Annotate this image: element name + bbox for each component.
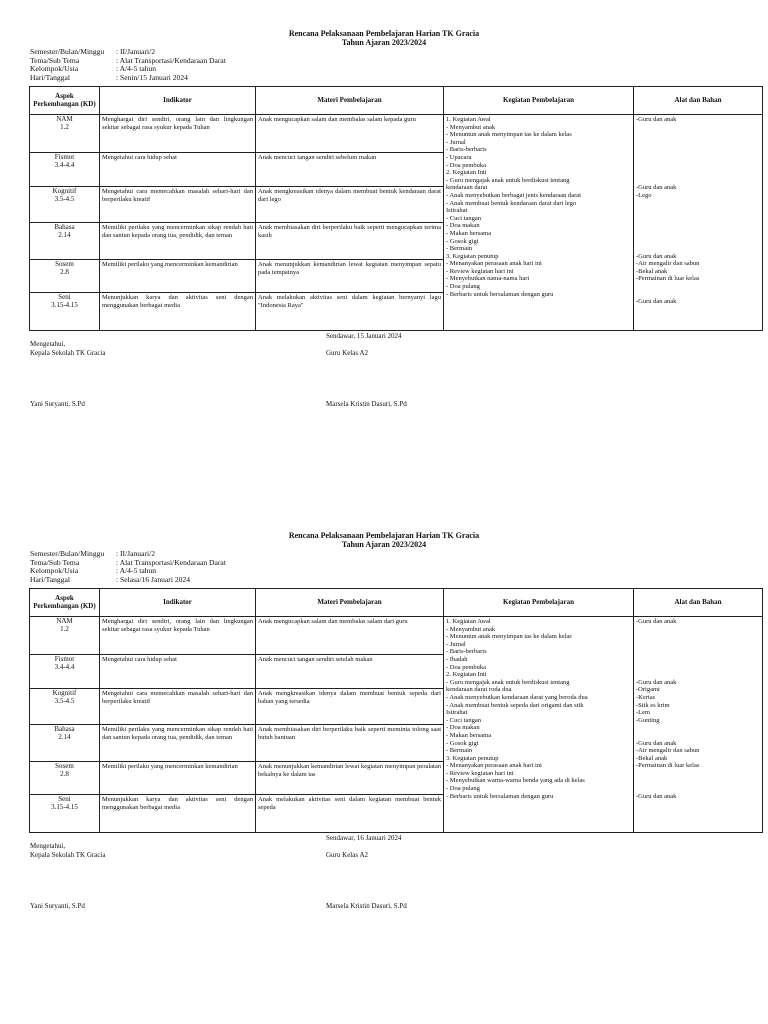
activity-item: - Menanyakan perasaan anak hari ini [446, 762, 542, 770]
aspect-name: Sosem [55, 762, 74, 770]
activity-item: - Menyebutkan warna-warna benda yang ada di kelas [446, 777, 585, 785]
kd-number: 2.14 [58, 732, 71, 741]
activity-item: - Menanyakan perasaan anak hari ini [446, 260, 542, 268]
tool-item [636, 169, 760, 177]
activity-item: - Jurnal [446, 640, 466, 648]
kd-number: 1.2 [60, 122, 69, 131]
tool-item [636, 162, 760, 170]
activity-item: - Gosok gigi [446, 237, 479, 245]
lesson-plan-table [29, 588, 763, 833]
teacher-title: Guru Kelas A2 [326, 851, 368, 859]
activities-cell [444, 115, 634, 331]
column-header: Alat dan Bahan [634, 87, 763, 115]
acknowledged-label: Mengetahui, [30, 340, 66, 348]
tool-item: -Guru dan anak [636, 116, 677, 123]
identity-label: Kelompok/Usia [30, 566, 79, 576]
activity-item: - Review kegiatan hari ini [446, 267, 514, 275]
kd-number: 2.8 [60, 769, 69, 778]
tool-item: -Stik es krim [636, 701, 670, 709]
column-header: Aspek Perkembangan (KD) [30, 589, 100, 617]
aspect-name: Sosem [55, 260, 74, 268]
tool-item: -Gunting [636, 716, 660, 724]
activity-item: - Doa pulang [446, 785, 480, 793]
activity-item: - Jurnal [446, 138, 466, 146]
material-cell: Anak mengkreasikan idenya dalam membuat bentuk sepeda dari bahan yang tersedia [256, 689, 444, 725]
identity-value: : Alat Transportasi/Kendaraan Darat [116, 557, 226, 567]
tool-item [636, 785, 760, 793]
indicator-cell: Mengetahui cara memecahkan masalah sehari-hari dan berperilaku kreatif [100, 689, 256, 725]
tool-item [636, 626, 760, 634]
tool-item: -Guru dan anak [636, 298, 677, 306]
identity-block [30, 48, 226, 82]
tool-item [636, 139, 760, 147]
principal-title: Kepala Sekolah TK Gracia [30, 851, 106, 859]
rpph-sheet [0, 531, 768, 1001]
tool-item [636, 664, 760, 672]
activity-item: - Doa makan [446, 724, 480, 732]
tool-item [636, 656, 760, 664]
acknowledged-label: Mengetahui, [30, 842, 66, 850]
material-cell: Anak mencuci tangan sendiri sebelum makan [256, 153, 444, 187]
identity-label: Tema/Sub Tema [30, 55, 80, 65]
identity-label: Tema/Sub Tema [30, 557, 80, 567]
aspect-name: Fismot [54, 153, 75, 161]
material-cell: Anak melakukan aktivitas seni dalam kegiatan bernyanyi lagu "Indonesia Raya" [256, 293, 444, 331]
lesson-plan-table [29, 86, 763, 331]
tool-item [636, 732, 760, 740]
aspect-name: Bahasa [54, 725, 75, 733]
aspect-cell [30, 260, 100, 293]
tool-item: -Permainan di luar kelas [636, 762, 700, 770]
activity-item: 3. Kegiatan penutup [446, 754, 499, 762]
tool-item [636, 777, 760, 785]
teacher-name: Marsela Kristin Dasuri, S.Pd [326, 400, 407, 408]
kd-number: 3.5-4.5 [54, 194, 75, 203]
table-header-row [30, 589, 763, 617]
aspect-name: Seni [58, 795, 71, 803]
material-cell: Anak mencuci tangan sendiri setelah makan [256, 655, 444, 689]
aspect-cell [30, 187, 100, 223]
aspect-cell [30, 795, 100, 833]
tool-item [636, 724, 760, 732]
aspect-cell [30, 293, 100, 331]
activity-item: - Anak membuat bentuk kendaraan darat dari lego [446, 199, 577, 207]
activity-item: - Baris-berbaris [446, 648, 487, 656]
place-date: Sendawar, 15 Januari 2024 [326, 332, 402, 340]
document-title: Rencana Pelaksanaan Pembelajaran Harian TK Gracia [288, 531, 480, 540]
kd-number: 3.4-4.4 [54, 662, 75, 671]
tool-item: -Permainan di luar kelas [636, 275, 700, 283]
tool-item: -Bekal anak [636, 267, 668, 275]
identity-label: Hari/Tanggal [30, 574, 70, 584]
activity-item: 2. Kegiatan Inti [446, 169, 487, 177]
indicator-cell: Menghargai diri sendiri, orang lain dan lingkungan sekitar sebagai rasa syukur kepada Tuhan [100, 115, 256, 153]
activity-item: - Anak menyebutkan berbagai jenis kendaraan darat [446, 191, 581, 199]
tool-item: -Guru dan anak [636, 618, 677, 625]
tool-item [636, 291, 760, 299]
kd-number: 2.14 [58, 230, 71, 239]
kd-number: 2.8 [60, 267, 69, 276]
tool-item [636, 215, 760, 223]
tool-item [636, 154, 760, 162]
tool-item [636, 124, 760, 132]
column-header: Alat dan Bahan [634, 589, 763, 617]
aspect-name: Seni [58, 293, 71, 301]
identity-label: Hari/Tanggal [30, 72, 70, 82]
tool-item: -Guru dan anak [636, 184, 677, 192]
tool-item [636, 671, 760, 679]
aspect-cell [30, 223, 100, 260]
column-header: Kegiatan Pembelajaran [444, 589, 634, 617]
indicator-cell: Memiliki perilaku yang mencerminkan sikap rendah hati dan santun kepada orang tua, pendidik, dan teman [100, 223, 256, 260]
activity-item: - Bermain [446, 245, 473, 253]
activity-item: - Upacara [446, 153, 472, 161]
tool-item: -Air mengalir dan sabun [636, 747, 700, 755]
aspect-cell [30, 153, 100, 187]
aspect-cell [30, 655, 100, 689]
aspect-cell [30, 725, 100, 762]
material-cell: Anak membiasakan diri berperilaku baik seperti mengucapkan terima kasih [256, 223, 444, 260]
principal-name: Yani Suryanti, S.Pd [30, 400, 85, 408]
identity-label: Semester/Bulan/Minggu [30, 549, 105, 558]
tool-item: -Guru dan anak [636, 678, 677, 686]
tool-item [636, 283, 760, 291]
indicator-cell: Memiliki perilaku yang mencerminkan kemandirian [100, 762, 256, 795]
activity-item: Istirahat [446, 709, 468, 717]
identity-row [30, 74, 226, 83]
activity-item: - Doa pembuka [446, 663, 487, 671]
principal-name: Yani Suryanti, S.Pd [30, 902, 85, 910]
aspect-name: NAM [56, 115, 73, 123]
activity-item: - Doa pembuka [446, 161, 487, 169]
activity-item: - Bermain [446, 747, 473, 755]
aspect-cell [30, 689, 100, 725]
identity-value: : Selasa/16 Januari 2024 [116, 574, 191, 584]
tool-item [636, 207, 760, 215]
tool-item: -Kertas [636, 693, 656, 701]
activity-item: - Doa pulang [446, 283, 480, 291]
aspect-name: Kognitif [52, 187, 77, 195]
column-header: Materi Pembelajaran [256, 589, 444, 617]
tool-item [636, 238, 760, 246]
identity-value: : Alat Transportasi/Kendaraan Darat [116, 55, 226, 65]
activity-item: - Cuci tangan [446, 716, 482, 724]
activity-item: - Berbaris untuk bersalaman dengan guru [446, 792, 554, 800]
aspect-cell [30, 115, 100, 153]
activity-item: - Baris-berbaris [446, 146, 487, 154]
kd-number: 3.15-4.15 [51, 802, 78, 811]
tool-item [636, 222, 760, 230]
aspect-name: NAM [56, 617, 73, 625]
indicator-cell: Menghargai diri sendiri, orang lain dan lingkungan sekitar sebagai rasa syukur kepada Tuhan [100, 617, 256, 655]
activity-item: - Menuntun anak menyimpan tas ke dalam kelas [446, 131, 572, 139]
material-cell: Anak mengucapkan salam dan membalas salam dari guru [256, 617, 444, 655]
material-cell: Anak melakukan aktivitas seni dalam kegiatan membuat bentuk sepeda [256, 795, 444, 833]
material-cell: Anak mengkreasikan idenya dalam membuat bentuk kendaraan darat dari lego [256, 187, 444, 223]
column-header: Indikator [100, 589, 256, 617]
activity-item: - Review kegiatan hari ini [446, 769, 514, 777]
tool-item [636, 131, 760, 139]
activity-item: - Gosok gigi [446, 739, 479, 747]
tool-item: -Bekal anak [636, 754, 668, 762]
tool-item [636, 177, 760, 185]
activity-item: - Menuntun anak menyimpan tas ke dalam kelas [446, 633, 572, 641]
tool-item [636, 245, 760, 253]
identity-value: : II/Januari/2 [116, 47, 156, 56]
activity-item: - Anak menyebutkan kendaraan darat yang beroda dua [446, 693, 588, 701]
activity-item: - Guru mengajak anak untuk berdiskusi tentang [446, 176, 570, 184]
tool-item: -Guru dan anak [636, 252, 677, 260]
activity-item: Istirahat [446, 207, 468, 215]
column-header: Materi Pembelajaran [256, 87, 444, 115]
column-header: Kegiatan Pembelajaran [444, 87, 634, 115]
material-cell: Anak mengucapkan salam dan membalas salam kepada guru [256, 115, 444, 153]
academic-year: Tahun Ajaran 2023/2024 [341, 38, 427, 47]
activity-item: - Menyambut anak [446, 625, 496, 633]
tool-item [636, 633, 760, 641]
aspect-name: Bahasa [54, 223, 75, 231]
tool-item [636, 641, 760, 649]
tool-item [636, 648, 760, 656]
indicator-cell: Menunjukkan karya dan aktivitas seni dengan menggunakan berbagai media [100, 795, 256, 833]
tool-item: -Origami [636, 686, 660, 694]
column-header: Indikator [100, 87, 256, 115]
teacher-title: Guru Kelas A2 [326, 349, 368, 357]
tool-item [636, 770, 760, 778]
activity-item: 1. Kegiatan Awal [446, 116, 491, 123]
place-date: Sendawar, 16 Januari 2024 [326, 834, 402, 842]
principal-title: Kepala Sekolah TK Gracia [30, 349, 106, 357]
table-row [30, 617, 763, 655]
identity-value: : A/4-5 tahun [116, 64, 157, 74]
activity-item: - Berbaris untuk bersalaman dengan guru [446, 290, 554, 298]
indicator-cell: Mengetahui cara hidup sehat [100, 153, 256, 187]
tool-item: -Air mengalir dan sabun [636, 260, 700, 268]
activity-item: - Ibadah [446, 655, 468, 663]
tool-item [636, 200, 760, 208]
teacher-name: Marsela Kristin Dasuri, S.Pd [326, 902, 407, 910]
kd-number: 3.5-4.5 [54, 696, 75, 705]
activity-item: kendaraan darat [446, 184, 488, 192]
indicator-cell: Mengetahui cara hidup sehat [100, 655, 256, 689]
tool-item: -Guru dan anak [636, 739, 677, 747]
activity-item: kendaraan darat roda dua [446, 686, 512, 694]
rpph-sheet [0, 29, 768, 499]
indicator-cell: Mengetahui cara memecahkan masalah sehari-hari dan berperilaku kreatif [100, 187, 256, 223]
activity-item: - Anak membuat bentuk sepeda dari origami dan stik [446, 701, 584, 709]
aspect-cell [30, 762, 100, 795]
tool-item: -Guru dan anak [636, 792, 677, 800]
material-cell: Anak menunjukkan kemandirian lewat kegiatan menyimpan sepatu pada tempatnya [256, 260, 444, 293]
activity-item: - Makan bersama [446, 229, 492, 237]
identity-value: : A/4-5 tahun [116, 566, 157, 576]
material-cell: Anak menunjukkan kemandirian lewat kegiatan menyimpan peralatan bekalnya ke dalam tas [256, 762, 444, 795]
activities-cell [444, 617, 634, 833]
identity-block [30, 550, 226, 584]
materials-tools-cell [634, 115, 763, 331]
tool-item [636, 146, 760, 154]
document-title: Rencana Pelaksanaan Pembelajaran Harian TK Gracia [288, 29, 480, 38]
kd-number: 3.4-4.4 [54, 160, 75, 169]
activity-item: - Menyebutkan nama-nama hari [446, 275, 530, 283]
activity-item: - Makan bersama [446, 731, 492, 739]
activity-item: - Doa makan [446, 222, 480, 230]
indicator-cell: Memiliki perilaku yang mencerminkan kemandirian [100, 260, 256, 293]
activity-item: - Guru mengajak anak untuk berdiskusi tentang [446, 678, 570, 686]
tool-item [636, 230, 760, 238]
material-cell: Anak membiasakan diri berperilaku baik seperti meminta tolong saat butuh bantuan [256, 725, 444, 762]
table-header-row [30, 87, 763, 115]
kd-number: 1.2 [60, 624, 69, 633]
activity-item: - Cuci tangan [446, 214, 482, 222]
aspect-name: Kognitif [52, 689, 77, 697]
identity-row [30, 576, 226, 585]
table-row [30, 115, 763, 153]
materials-tools-cell [634, 617, 763, 833]
column-header: Aspek Perkembangan (KD) [30, 87, 100, 115]
aspect-name: Fismot [54, 655, 75, 663]
activity-item: 3. Kegiatan penutup [446, 252, 499, 260]
identity-label: Kelompok/Usia [30, 64, 79, 74]
aspect-cell [30, 617, 100, 655]
activity-item: - Menyambut anak [446, 123, 496, 131]
tool-item: -Lem [636, 709, 651, 717]
tool-item: -Lego [636, 191, 652, 199]
identity-value: : II/Januari/2 [116, 549, 156, 558]
activity-item: 2. Kegiatan Inti [446, 671, 487, 679]
identity-value: : Senin/15 Januari 2024 [116, 72, 188, 82]
indicator-cell: Menunjukkan karya dan aktivitas seni dengan menggunakan berbagai media [100, 293, 256, 331]
academic-year: Tahun Ajaran 2023/2024 [341, 540, 427, 549]
kd-number: 3.15-4.15 [51, 300, 78, 309]
activity-item: 1. Kegiatan Awal [446, 618, 491, 625]
indicator-cell: Memiliki perilaku yang mencerminkan sikap rendah hati dan santun kepada orang tua, pendidik, dan teman [100, 725, 256, 762]
identity-label: Semester/Bulan/Minggu [30, 47, 105, 56]
